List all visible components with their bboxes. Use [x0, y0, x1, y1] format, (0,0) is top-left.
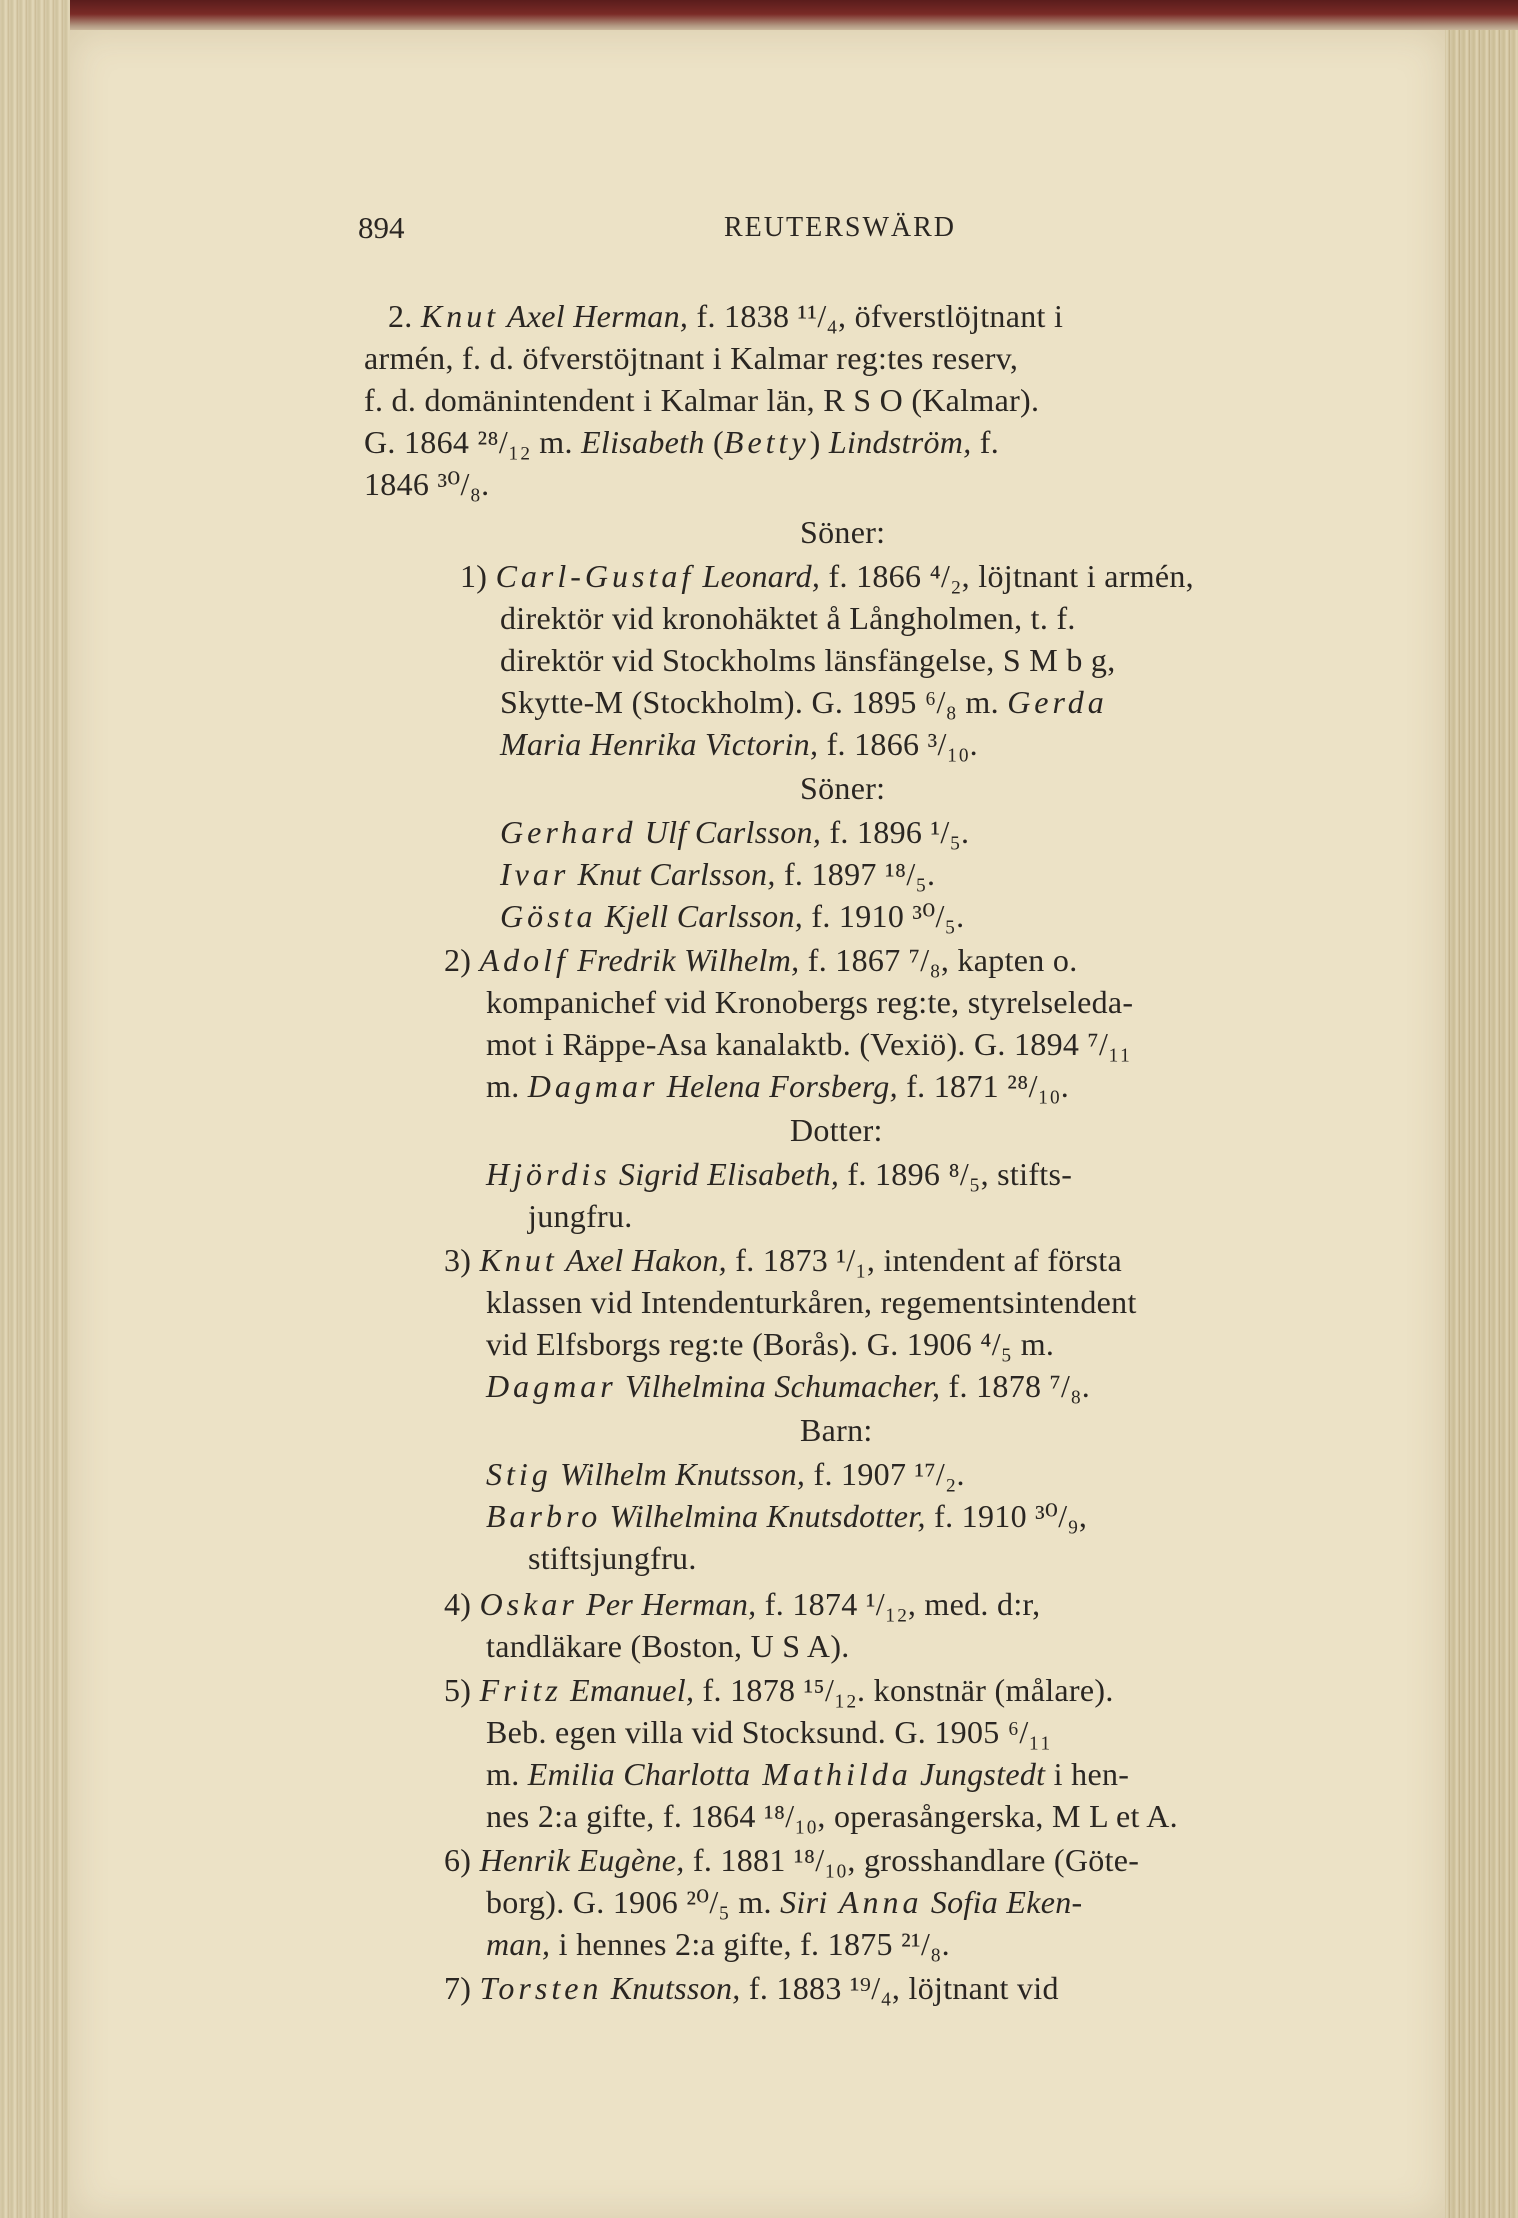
text-line — [486, 1716, 1051, 1748]
text-run: f. 1874 ¹/₁₂, med. d:r, — [756, 1586, 1041, 1622]
text-line — [486, 1800, 1178, 1832]
text-run: f. d. domänintendent i Kalmar län, R S O (Kalmar). — [364, 382, 1040, 418]
text-run: 4) — [444, 1586, 480, 1622]
text-run: 7) — [444, 1970, 480, 2006]
text-run: Söner: — [800, 770, 886, 806]
text-run: Emanuel, — [561, 1672, 695, 1708]
text-run: Dotter: — [790, 1112, 883, 1148]
text-line — [444, 1844, 1139, 1876]
book-edge-right — [1440, 30, 1518, 2218]
text-line — [486, 1758, 1129, 1790]
text-line — [444, 1972, 1059, 2004]
text-run: direktör vid Stockholms länsfängelse, S M b g, — [500, 642, 1116, 678]
text-run: man, — [486, 1926, 551, 1962]
text-run: Adolf — [479, 942, 569, 978]
running-title: REUTERSWÄRD — [724, 212, 956, 243]
text-run: 5) — [444, 1672, 480, 1708]
text-run: Knut Carlsson, — [569, 856, 776, 892]
text-run: G. 1864 ²⁸/₁₂ m. — [364, 424, 582, 460]
text-run: Gerhard — [500, 814, 637, 850]
text-run: tandläkare (Boston, U S A). — [486, 1628, 850, 1664]
text-run: jungfru. — [528, 1198, 633, 1234]
text-run: nes 2:a gifte, f. 1864 ¹⁸/₁₀, operasångerska, M L et A. — [486, 1798, 1178, 1834]
text-line — [500, 644, 1116, 676]
text-line — [444, 1674, 1114, 1706]
text-line — [486, 1158, 1072, 1190]
text-line — [528, 1200, 633, 1232]
text-line — [364, 342, 1018, 374]
text-run: Betty — [723, 424, 810, 460]
text-line — [486, 1070, 1069, 1102]
text-run: Wilhelmina Knutsdotter, — [601, 1498, 926, 1534]
text-line — [486, 1028, 1131, 1060]
text-line — [486, 1458, 965, 1490]
text-run: Mathilda — [750, 1756, 912, 1792]
text-line — [364, 384, 1039, 416]
text-run: f. 1910 ³⁰/₅. — [803, 898, 965, 934]
text-line — [486, 986, 1133, 1018]
text-run: f. 1878 ¹⁵/₁₂. konstnär (målare). — [694, 1672, 1114, 1708]
page-number: 894 — [358, 210, 405, 245]
text-line — [364, 468, 489, 500]
book-edge-top — [0, 0, 1518, 34]
text-run: stiftsjungfru. — [528, 1540, 697, 1576]
text-run: Jungstedt — [911, 1756, 1046, 1792]
text-run: i hennes 2:a gifte, f. 1875 ²¹/₈. — [550, 1926, 950, 1962]
text-run: Lindström, — [828, 424, 972, 460]
text-run: f. 1881 ¹⁸/₁₀, grosshandlare (Göte- — [684, 1842, 1140, 1878]
text-run: Hjördis — [486, 1156, 611, 1192]
text-run: Emilia Charlotta — [527, 1756, 751, 1792]
text-line — [364, 426, 999, 458]
text-run: m. — [486, 1756, 528, 1792]
text-run: ) — [809, 424, 829, 460]
text-run: Gösta — [500, 898, 597, 934]
text-run: f. 1910 ³⁰/₉, — [925, 1498, 1088, 1534]
text-line — [486, 1500, 1087, 1532]
text-run: Fritz — [479, 1672, 562, 1708]
text-run: f. 1878 ⁷/₈. — [940, 1368, 1091, 1404]
text-run: f. 1873 ¹/₁, intendent af första — [726, 1242, 1122, 1278]
text-run: m. — [486, 1068, 528, 1104]
text-run: f. 1871 ²⁸/₁₀. — [897, 1068, 1070, 1104]
text-run: Stig — [486, 1456, 552, 1492]
text-run: Siri — [780, 1884, 828, 1920]
text-line — [800, 772, 885, 804]
text-run: kompanichef vid Kronobergs reg:te, styrelseleda- — [486, 984, 1134, 1020]
text-line — [444, 944, 1078, 976]
text-run: 1) — [460, 558, 496, 594]
text-run: Söner: — [800, 514, 886, 550]
text-line — [388, 300, 1063, 332]
text-run: vid Elfsborgs reg:te (Borås). G. 1906 ⁴/₅ m. — [486, 1326, 1055, 1362]
text-run: Sigrid Elisabeth, — [610, 1156, 840, 1192]
text-run: Elisabeth — [581, 424, 705, 460]
text-run: Kjell Carlsson, — [596, 898, 804, 934]
text-run: Dagmar — [527, 1068, 659, 1104]
text-run: Ulf Carlsson, — [636, 814, 822, 850]
text-run: Leonard, — [694, 558, 821, 594]
text-run: Dagmar — [486, 1368, 617, 1404]
text-run: Henrik Eugène, — [479, 1842, 685, 1878]
text-run: ( — [704, 424, 724, 460]
text-run: Barn: — [800, 1412, 873, 1448]
book-edge-left — [0, 0, 70, 2218]
text-line — [486, 1928, 950, 1960]
text-line — [500, 728, 978, 760]
text-line — [486, 1370, 1090, 1402]
text-run: Axel Hakon, — [557, 1242, 727, 1278]
text-run: f. 1896 ¹/₅. — [821, 814, 970, 850]
text-line — [500, 816, 969, 848]
text-run: Ivar — [500, 856, 570, 892]
text-run: f. 1896 ⁸/₅, stifts- — [839, 1156, 1073, 1192]
text-run: klassen vid Intendenturkåren, regementsintendent — [486, 1284, 1137, 1320]
text-run: 6) — [444, 1842, 480, 1878]
text-run: mot i Räppe-Asa kanalaktb. (Vexiö). G. 1894 ⁷/₁₁ — [486, 1026, 1132, 1062]
text-run: 2. — [388, 298, 421, 334]
text-run: f. 1897 ¹⁸/₅. — [775, 856, 936, 892]
text-run: armén, f. d. öfverstöjtnant i Kalmar reg:tes reserv, — [364, 340, 1019, 376]
text-run: i hen- — [1045, 1756, 1130, 1792]
text-run: Anna — [827, 1884, 923, 1920]
text-run: Vilhelmina Schumacher, — [616, 1368, 941, 1404]
text-run: f. — [971, 424, 1000, 460]
text-run: Carl-Gustaf — [495, 558, 695, 594]
text-run: Gerda — [1007, 684, 1108, 720]
text-line — [790, 1114, 883, 1146]
text-run: Skytte-M (Stockholm). G. 1895 ⁶/₈ m. — [500, 684, 1008, 720]
text-run: Torsten — [479, 1970, 603, 2006]
text-run: Axel Herman, — [499, 298, 689, 334]
text-line — [500, 900, 964, 932]
text-run: Per Herman, — [577, 1586, 757, 1622]
text-run: Wilhelm Knutsson, — [551, 1456, 806, 1492]
text-line — [460, 560, 1194, 592]
text-run: Knut — [479, 1242, 558, 1278]
text-run: Barbro — [486, 1498, 602, 1534]
text-run: 3) — [444, 1242, 480, 1278]
text-run: 1846 ³⁰/₈. — [364, 466, 490, 502]
text-run: Sofia Eken- — [922, 1884, 1083, 1920]
text-run: Knut — [420, 298, 500, 334]
text-line — [486, 1286, 1137, 1318]
text-run: f. 1907 ¹⁷/₂. — [805, 1456, 965, 1492]
text-run: f. 1866 ³/₁₀. — [818, 726, 978, 762]
text-run: 2) — [444, 942, 480, 978]
text-line — [444, 1588, 1040, 1620]
text-line — [800, 1414, 873, 1446]
text-run: borg). G. 1906 ²⁰/₅ m. — [486, 1884, 781, 1920]
text-run: f. 1867 ⁷/₈, kapten o. — [799, 942, 1078, 978]
text-run: f. 1883 ¹⁹/₄, löjtnant vid — [740, 1970, 1059, 2006]
text-line — [486, 1328, 1054, 1360]
text-run: Fredrik Wilhelm, — [568, 942, 800, 978]
text-line — [444, 1244, 1122, 1276]
text-run: Beb. egen villa vid Stocksund. G. 1905 ⁶/₁₁ — [486, 1714, 1052, 1750]
text-run: Helena Forsberg, — [658, 1068, 898, 1104]
text-line — [500, 686, 1108, 718]
text-run: f. 1866 ⁴/₂, löjtnant i armén, — [820, 558, 1194, 594]
text-run: f. 1838 ¹¹/₄, öfverstlöjtnant i — [688, 298, 1064, 334]
text-line — [486, 1886, 1083, 1918]
text-line — [486, 1630, 850, 1662]
text-line — [528, 1542, 697, 1574]
text-run: Oskar — [479, 1586, 578, 1622]
text-run: Maria Henrika Victorin, — [500, 726, 819, 762]
text-line — [500, 602, 1076, 634]
text-line — [500, 858, 935, 890]
text-run: direktör vid kronohäktet å Långholmen, t. f. — [500, 600, 1076, 636]
text-line — [800, 516, 885, 548]
text-run: Knutsson, — [602, 1970, 741, 2006]
